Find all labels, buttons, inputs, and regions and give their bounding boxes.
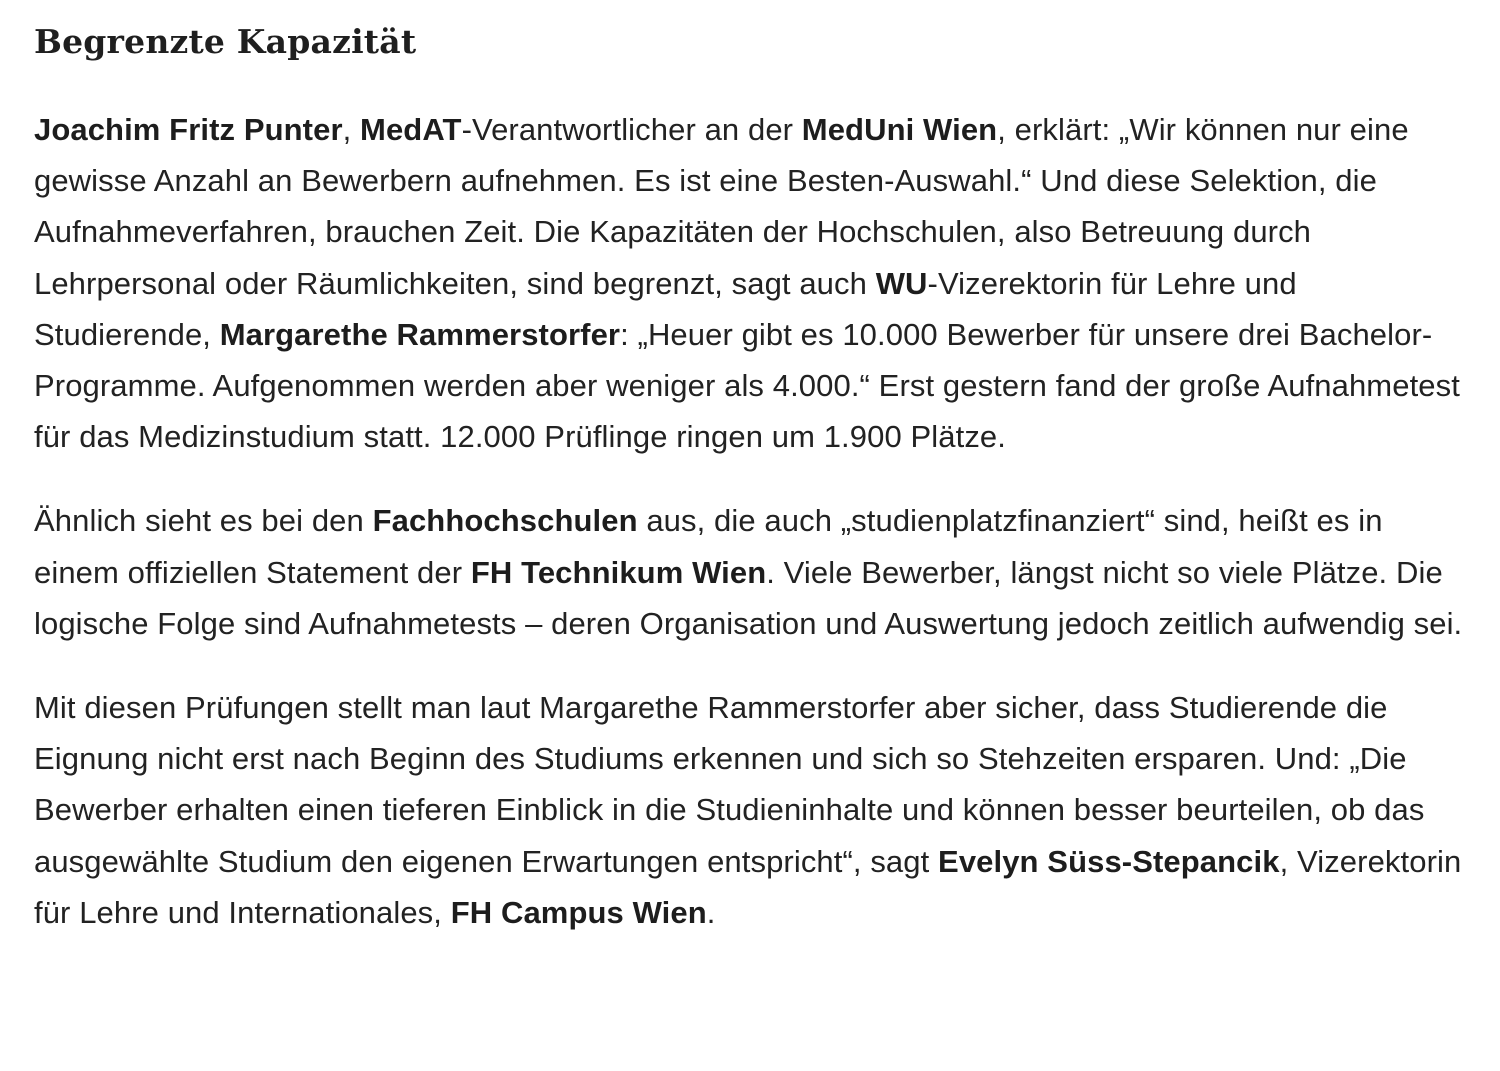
text-span: ,	[342, 112, 361, 147]
section-heading: Begrenzte Kapazität	[34, 22, 417, 61]
text-span: -Vizerektorin für Lehre und Studierende,	[34, 265, 1297, 352]
text-span: Mit diesen Prüfungen stellt man laut Margarethe Rammerstorfer aber sicher, dass Studierende die Eignung nicht erst nach Beginn des Studiums erkennen und sich so Stehzeiten ersparen. Und: „Die Bewerber erhalten einen tieferen Einblick in die Studieninhalte und können besser beurteilen, ob das ausgewählte Studium den eigenen Erwartungen entspricht“, sagt	[34, 690, 1425, 879]
paragraph-3	[34, 682, 1464, 938]
organization-name: Fachhochschulen	[372, 503, 638, 539]
person-name: Evelyn Süss-Stepancik	[938, 843, 1280, 879]
organization-name: WU	[875, 265, 928, 301]
text-span: : „Heuer gibt es 10.000 Bewerber für unsere drei Bachelor-Programme. Aufgenommen werden aber weniger als 4.000.“ Erst gestern fand der große Aufnahmetest für das Medizinstudium statt. 12.000 Prüflinge ringen um 1.900 Plätze.	[34, 316, 1460, 455]
text-span: aus, die auch „studienplatzfinanziert“ sind, heißt es in einem offiziellen Statement der	[34, 503, 1383, 590]
text-span: Ähnlich sieht es bei den	[34, 503, 373, 539]
text-span: -Verantwortlicher an der	[461, 112, 802, 147]
organization-name: FH Technikum Wien	[470, 554, 767, 590]
article-body	[34, 16, 1464, 971]
text-span: , erklärt: „Wir können nur eine gewisse Anzahl an Bewerbern aufnehmen. Es ist eine Besten-Auswahl.“ Und diese Selektion, die Aufnahmeverfahren, brauchen Zeit. Die Kapazitäten der Hochschulen, also Betreuung durch Lehrpersonal oder Räumlichkeiten, sind begrenzt, sagt auch	[34, 112, 1409, 301]
person-name: Margarethe Rammerstorfer	[219, 316, 621, 352]
paragraph-1	[34, 104, 1464, 462]
person-name: Joachim Fritz Punter	[34, 112, 343, 147]
text-span: , Vizerektorin für Lehre und Internationales,	[34, 843, 1462, 930]
text-span: . Viele Bewerber, längst nicht so viele Plätze. Die logische Folge sind Aufnahmetests – deren Organisation und Auswertung jedoch zeitlich aufwendig sei.	[34, 554, 1463, 641]
organization-name: MedUni Wien	[801, 112, 998, 147]
text-span: .	[706, 894, 716, 930]
organization-name: MedAT	[360, 112, 462, 147]
organization-name: FH Campus Wien	[450, 894, 707, 930]
paragraph-2	[34, 495, 1464, 649]
